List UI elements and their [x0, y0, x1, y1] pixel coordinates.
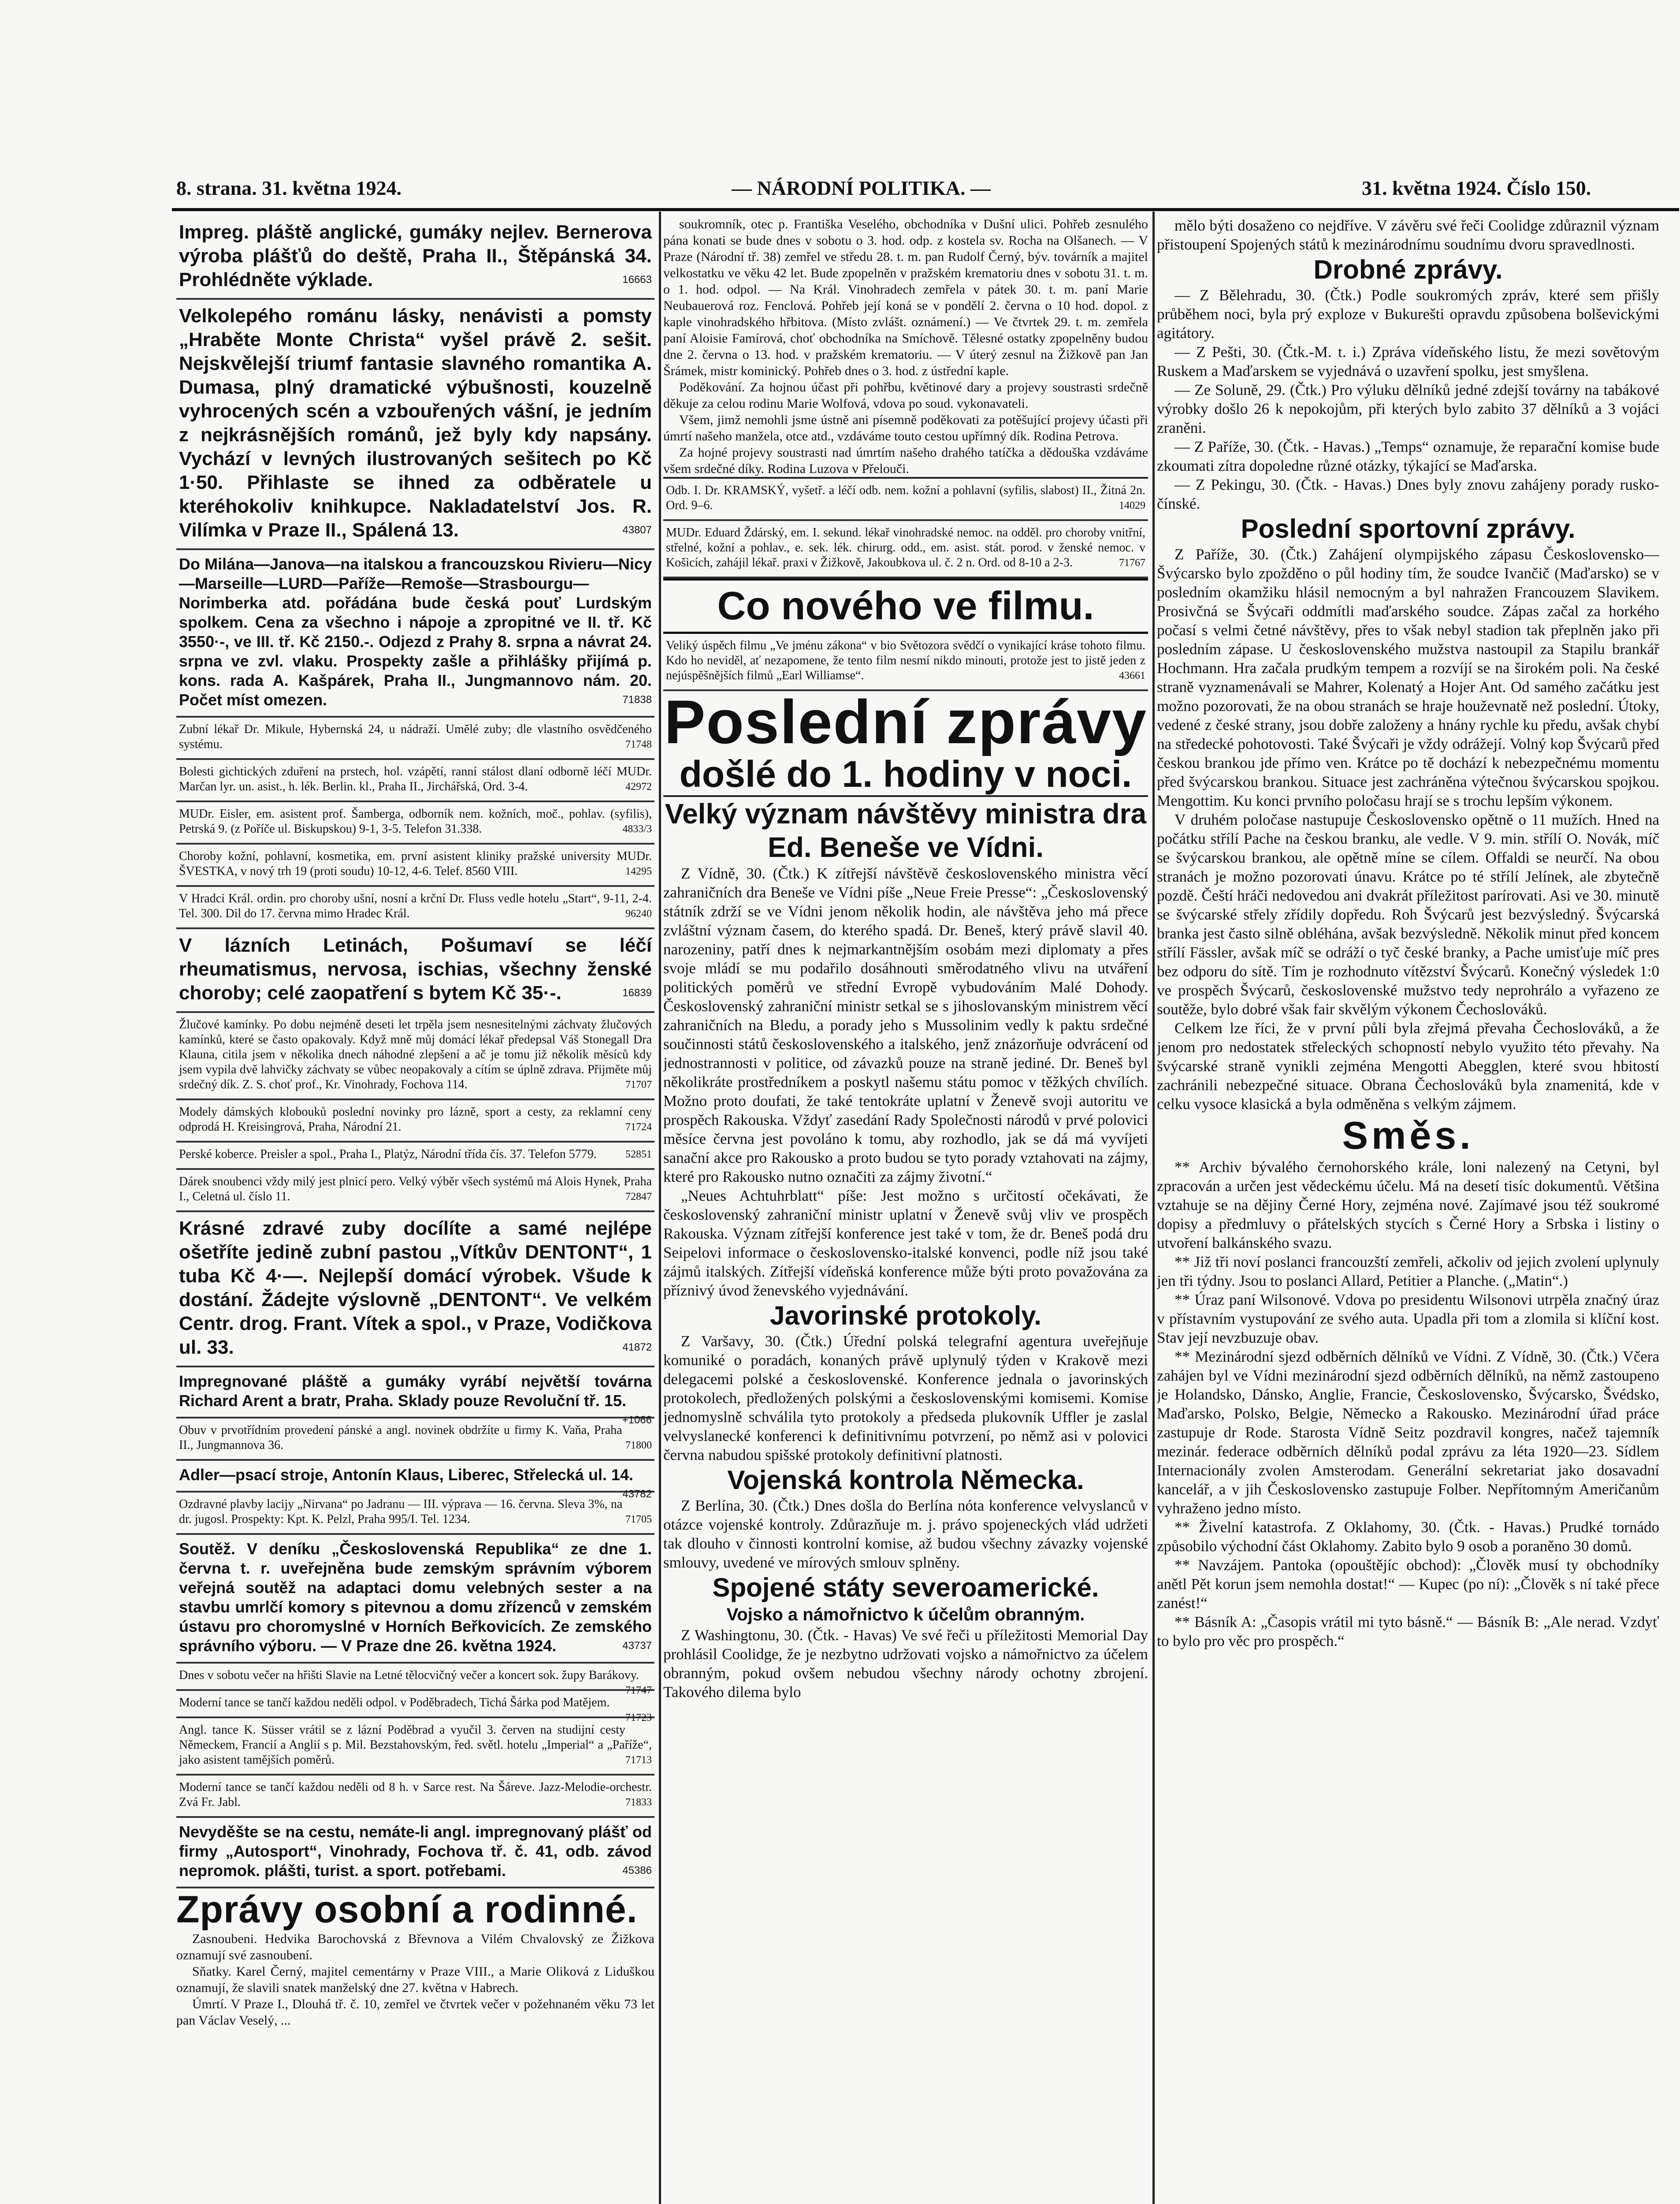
ad-tance-1: Moderní tance se tančí každou neděli odpol. v Poděbradech, Tichá Šárka pod Matějem. 71723	[176, 1691, 654, 1718]
ad-monte-christo: Velkolepého románu lásky, nenávisti a pomsty „Hraběte Monte Christa“ vyšel právě 2. sešit. Nejskvělejší triumf fantasie slavného romantika A. Dumasa, plný dramatické výbušnosti, kouzelně vyhrocených scén a vzbouřených vášní, je jedním z nejkrásnějších románů, jež byly kdy napsány. Vychází v levných ilustrovaných sešitech po Kč 1·50. Přihlaste se ihned za odběratele u kteréhokoliv knihkupce. Nakladatelství Jos. R. Vilímka v Praze II., Spálená 13. 43807	[176, 300, 654, 550]
ad-bolesti: Bolesti gichtických zduření na prstech, hol. vzápětí, ranní stálost dlaní odborně léčí MUDr. Marčan lyr. un. asist., h. lék. Berlin. kl., Praha II., Jirchářská, Ord. 3-4. 42972	[176, 760, 654, 802]
misc-column	[1157, 216, 1659, 2204]
film-heading: Co nového ve filmu.	[663, 578, 1148, 634]
ad-soutez: Soutěž. V deníku „Československá Republika“ ze dne 1. června t. r. uveřejněna bude zemským správním výborem veřejná soutěž na adaptaci domu velebných sester a na stavbu umrlčí komory s pitevnou a domu zřízenců v zemském ústavu pro choromyslné v Horních Beřkovicích. Ze zemského správního výboru. — V Praze dne 26. května 1924. 43737	[176, 1535, 654, 1664]
ad-adler: Adler—psací stroje, Antonín Klaus, Liberec, Střelecká ul. 14. 43782	[176, 1461, 654, 1493]
ad-klobouky: Modely dámských klobouků poslední novinky pro lázně, sport a cesty, za reklamní ceny odprodá H. Kreisingrová, Praha, Národní 21. 71724	[176, 1100, 654, 1143]
ad-impreg: Impreg. pláště anglické, gumáky nejlev. Bernerova výroba plášťů do deště, Praha II., Štěpánská 34. Prohlédněte výklade. 16663	[176, 216, 654, 300]
ad-choroby: Choroby kožní, pohlavní, kosmetika, em. první asistent kliniky pražské university MUDr. ŠVESTKA, v nový trh 19 (proti soudu) 10-12, 4-6. Telef. 8560 VIII. 14295	[176, 845, 654, 887]
smes-item: ** Již tři noví poslanci francouzští zemřeli, ačkoliv od jejich zvolení uplynuly jen tři týdny. Jsou to poslanci Allard, Petitier a Planche. („Matin“.)	[1157, 1253, 1659, 1289]
ads-column	[176, 216, 654, 2204]
ad-arent: Impregnované pláště a gumáky vyrábí největší továrna Richard Arent a bratr, Praha. Sklady pouze Revoluční tř. 15. +1066	[176, 1367, 654, 1418]
smes-item: ** Živelní katastrofa. Z Oklahomy, 30. (Čtk. - Havas.) Prudké tornádo způsobilo východní část Oklahomy. Zabito bylo 9 osob a poraněno 30 domů.	[1157, 1519, 1659, 1555]
article-headline: Velký význam návštěvy ministra dra Ed. Beneše ve Vídni.	[665, 798, 1147, 863]
article-paragraph: „Neues Achtuhrblatt“ píše: Jest možno s určitostí očekávati, že československý zahraniční ministr uplatní v Ženevě svůj vliv ve prospěch Rakouska. Význam zítřejší konference jest také v tom, že dr. Beneš podá dru Seipelovi informace o československo-italské konvenci, podle níž jsou také zájmů italských. Zítřejší vídeňská konference může býti proto považována za příznivý úvod ženevského vyjednávání.	[663, 1187, 1148, 1299]
dosle-subheading: došlé do 1. hodiny v noci.	[679, 753, 1132, 795]
zpravy-item: Úmrtí. V Praze I., Dlouhá tř. č. 10, zemřel ve čtvrtek večer v požehnaném věku 73 let pan Václav Veselý, ...	[176, 1997, 654, 2028]
zpravy-heading: Zprávy osobní a rodinné.	[176, 1888, 638, 1931]
ad-dentont: Krásné zdravé zuby docílíte a samé nejlépe ošetříte jedině zubní pastou „Vítkův DENTONT“, 1 tuba Kč 4·—. Nejlepší domácí výrobek. Všude k dostání. Žádejte výslovně „DENTONT“. Ve velkém Centr. drog. Frant. Vítek a spol., v Praze, Vodičkova ul. 33. 41872	[176, 1212, 654, 1367]
ad-zubni: Zubní lékař Dr. Mikule, Hybernská 24, u nádraží. Umělé zuby; dle vlastního osvědčeného systému. 71748	[176, 718, 654, 760]
header-right: 31. května 1924. Číslo 150.	[1362, 177, 1591, 199]
ad-susser: Angl. tance K. Süsser vrátil se z lázní Poděbrad a vyučil 3. červen na studijní cesty Německem, Francií a Anglií s p. Mil. Bezstahovským, řed. světl. hotelu „Imperial“ a „Paříže“, jako asistent tamějších poměrů. 71713	[176, 1718, 654, 1776]
thanks-text: Poděkování. Za hojnou účast při pohřbu, květinové dary a projevy soustrasti srdečně děkuje za celou rodinu Marie Wolfová, vdova po soud. vykonavateli.	[663, 380, 1148, 411]
obituary-text: soukromník, otec p. Františka Veselého, obchodníka v Dušní ulici. Pohřeb zesnulého pána konati se bude dnes v sobotu o 3. hod. odp. z kostela sv. Rocha na Olšanech. — V Praze (Národní tř. 38) zemřel ve středu 28. t. m. pan Rudolf Černý, býv. továrník a majitel velkostatku ve věku 42 let. Bude zpopelněn v pražském krematoriu dnes v sobotu 31. t. m. o 1. hod. odpol. — Na Král. Vinohradech zemřela v pátek 30. t. m. paní Marie Neubauerová roz. Fenclová. Pohřeb její koná se v pondělí 2. června o 10 hod. dopol. z kaple vinohradského hřbitova. (Místo zvlášt. oznámení.) — Ve čtvrtek 29. t. m. zemřela paní Aloisie Famírová, choť obchodníka na Smíchově. Tělesné ostatky zpopelněny budou dne 2. června o 13. hod. v pražském krematoriu. — V úterý zesnul na Žižkově pan Jan Šrámek, mistr kominický. Pohřeb dnes o 3. hod. z ústřední kaple.	[663, 217, 1148, 378]
smes-item: ** Básník A: „Časopis vrátil mi tyto básně.“ — Básník B: „Ale nerad. Vzdyť to bylo pro věc pro prospěch.“	[1157, 1613, 1659, 1649]
drobne-item: — Z Pekingu, 30. (Čtk. - Havas.) Dnes byly znovu zahájeny porady rusko-čínské.	[1157, 476, 1659, 512]
thanks-text: Všem, jimž nemohli jsme ústně ani písemně poděkovati za potěšující projevy účasti při úmrtí našeho manžela, otce atd., vzdáváme touto cestou upřímný dík. Rodina Petrova.	[663, 413, 1148, 443]
ad-autosport: Nevyděšte se na cestu, nemáte-li angl. impregnovaný plášť od firmy „Autosport“, Vinohrady, Fochova tř. č. 41, odb. závod nepromok. plášti, turist. a sport. potřebami. 45386	[176, 1818, 654, 1888]
drobne-item: — Z Paříže, 30. (Čtk. - Havas.) „Temps“ oznamuje, že reparační komise bude zkoumati zítra dopoledne různé otázky, týkající se Maďarska.	[1157, 438, 1659, 474]
thanks-text: Za hojné projevy soustrasti nad úmrtím našeho drahého tatíčka a dědouška vzdáváme všem srdečné díky. Rodina Luzova v Přelouči.	[663, 445, 1148, 476]
ad-pout: Do Milána—Janova—na italskou a francouzskou Rivieru—Nicy—Marseille—LURD—Paříže—Remoše—Strasbourgu—Norimberka atd. pořádána bude česká pouť Lurdským spolkem. Cena za všechno i nápoje a zpropitné ve II. tř. Kč 3550·-, ve III. tř. Kč 2150.-. Odjezd z Prahy 8. srpna a návrat 24. srpna ve zvl. vlaku. Prospekty zašle a přihlášky přijímá p. kons. rada A. Kašpárek, Praha II., Jungmannovo nám. 20. Počet míst omezen. 71838	[176, 550, 654, 718]
ad-nirvana: Ozdravné plavby lacijy „Nirvana“ po Jadranu — III. výprava — 16. června. Sleva 3%, na dr. jugosl. Prospekty: Kpt. K. Pelzl, Praha 995/I. Tel. 1234. 71705	[176, 1493, 654, 1535]
header-center: — NÁRODNÍ POLITIKA. —	[732, 177, 991, 199]
javorina-text: Z Varšavy, 30. (Čtk.) Úřední polská telegrafní agentura uveřejňuje komuniké o poradách, konaných právě uplynulý týden v Krakově mezi delegacemi polské a československé. Konference jednala o javorinských protokolech, předložených polskými a československými komisemi. Komise jednomyslně schválila tyto protokoly a předseda plukovník Uffler je zaslal velvyslanecké konferenci k definitivnímu potvrzení, po němž asi v polovici června nabudou spišské protokoly definitivní platnosti.	[663, 1333, 1148, 1463]
sport-paragraph: Z Paříže, 30. (Čtk.) Zahájení olympijského zápasu Československo—Švýcarsko bylo zpožděno o půl hodiny tím, že soudce Ivančič (Maďarsko) se v posledním okamžiku hlásil nemocným a byl nahražen Francouzem Slavikem. Prosivčná se Švýcaři oddmítli maďarského soudce. Zápas začal za horkého počasí s velmi četné návštěvy, přes to však nebyl stadion tak přeplněn jako při posledním zápase. U československého mužstva nastoupil za Stapilu brankář Hochmann. Hra začala prudkým tempem a rozvíjí se na širokém poli. Na české straně vyznamenávali se Mahrer, Kolenatý a Hojer Ant. Od samého začátku jest možno pozorovati, že na obou stranách se hraje houževnatě než poslední. Útoky, vedené z české strany, jsou dobře založeny a hnány rychle ku předu, avšak chybí na středecké pohotovosti. Také Švýcaři je vždy odrážejí. Volný kop Švýcarů před českou brankou jde přímo ven. Krátce po tě dochází k nebezpečnému momentu před švýcarskou brankou. Situace jest zachráněna výtečnou švýcarskou spojkou. Mengottim. Ku konci prvního poločasu hrají se s trochu lepším výkonem.	[1157, 546, 1659, 809]
smes-item: ** Mezinárodní sjezd odběrních dělníků ve Vídni. Z Vídně, 30. (Čtk.) Včera zahájen byl ve Vídni mezinárodní sjezd odběrních dělníků, na němž zastoupeno je Holandsko, Dánsko, Anglie, Francie, Československo, Švýcarsko, Švédsko, Maďarsko, Polsko, Belgie, Německo a Rakousko. Mezinárodní úřad práce zastupuje dr Rode. Starosta Vídně Seitz pozdravil kongres, načež tajemník mezinár. federace odběrních dělníků podal zprávu za léta 1920—23. Sídlem Internacionály zvolen Amsterodam. Generální sekretariat jako dosavadní kancelář, a v jih Československo zastupuje Folber. Nepřítomným Američanům vyhraženo jedno místo.	[1157, 1348, 1659, 1517]
sport-paragraph: V druhém poločase nastupuje Československo opětně o 11 mužích. Hned na počátku střílí Pache na českou branku, ale vedle. V 9. min. střílí O. Novák, míč se švýcarskou brankou, ale opětně míne se cílem. Offaldi se neurčí. Na obou stranách je možno pozorovati únavu. Krátce po té střílí Jelínek, ale zbytečně pozdě. Čeští hráči nedovedou ani dvakrát příležitost parírovati. Asi ve 30. minutě se švýcarské střely zřídily dopředu. Roh Švýcarů jest bezvýsledný. Švýcarská branka jest často silně obléhána, avšak bezvýsledně. Několik minut před koncem střílí Fässler, avšak míč se odráží o tyč české branky, a Pache umisťuje míč pres bez odporu do sítě. Tím je rozhodnuto vítězství Švýcarů. Konečný výsledek 1:0 ve prospěch Švýcarů, československé mužstvo tedy neprohrálo a vyřazeno ze soutěže, bylo dobré však fair skvělým výkonem Čechoslováků.	[1157, 811, 1659, 1018]
smes-item: ** Navzájem. Pantoka (opouštějíc obchod): „Člověk musí ty obchodníky anětl Pět korun jsem nemohla dostat!“ — Kupec (po ní): „Člověk s ní také přece zanést!“	[1157, 1556, 1659, 1612]
film-text: Veliký úspěch filmu „Ve jménu zákona“ v bio Světozora svědčí o vynikající kráse tohoto filmu. Kdo ho neviděl, ať nezapomene, že tento film nesmí nikdo minouti, protože jest to jistě jeden z nejúspěšnějších filmů „Earl Williamse“. 43661	[663, 634, 1148, 691]
ad-koberce: Perské koberce. Preisler a spol., Praha I., Platýz, Národní třída čís. 37. Telefon 5779. 52851	[176, 1143, 654, 1170]
sport-heading: Poslední sportovní zprávy.	[1241, 514, 1576, 544]
header-rule	[172, 208, 1679, 211]
kontrola-heading: Vojenská kontrola Německa.	[727, 1465, 1084, 1495]
ad-tance-2: Moderní tance se tančí každou neděli od 8 h. v Sarce rest. Na Šáreve. Jazz-Melodie-orchestr. Zvá Fr. Jabl. 71833	[176, 1776, 654, 1818]
column-rule-1	[659, 212, 661, 2204]
ad-hradec: V Hradci Král. ordin. pro choroby ušní, nosní a krční Dr. Fluss vedle hotelu „Start“, 9-11, 2-4. Tel. 300. Dil do 17. června mimo Hradec Král. 96240	[176, 887, 654, 929]
header-left: 8. strana. 31. května 1924.	[176, 177, 402, 199]
drobne-item: — Z Pešti, 30. (Čtk.-M. t. i.) Zpráva vídeňského listu, že mezi sovětovým Ruskem a Maďarskem se vyjednává o uzavření spolku, jest smyšlena.	[1157, 343, 1659, 380]
drobne-item: — Z Bělehradu, 30. (Čtk.) Podle soukromých zpráv, které sem přišly průběhem noci, byla prý exploze v Bukurešti opravdu způsobena bolševickými agitátory.	[1157, 287, 1659, 342]
ad-zlucove: Žlučové kamínky. Po dobu nejméně deseti let trpěla jsem nesnesitelnými záchvaty žlučových kamínků, které se často opakovaly. Když mně můj domácí lékař předepsal Váš Stonegall Dra Klauna, citila jsem v několika dnech náhodné zlepšení a ač je tomu již několik měsíců kdy jsem vypila dvě lahvičky záchvaty se vůbec neopakovaly a cítím se úplně zdrava. Přijměte můj srdečný dík. Z. S. choť prof., Kr. Vinohrady, Fochova 114. 71707	[176, 1013, 654, 1100]
column-rule-2	[1152, 212, 1155, 2204]
staty-heading: Spojené státy severoamerické.	[712, 1573, 1099, 1602]
ad-zdarsky: MUDr. Eduard Ždárský, em. I. sekund. lékař vinohradské nemoc. na odděl. pro choroby vnitřní, střelné, kožní a pohlav., e. sek. lék. chirurg. odd., em. asist. stát. porod. v ženské nemoc. v Košicích, zahájil lékař. praxi v Žižkově, Jakoubkova ul. č. 2 n. Ord. od 8-10 a 2-3. 71767	[663, 521, 1148, 578]
ad-letiny: V lázních Letinách, Pošumaví se léčí rheumatismus, nervosa, ischias, všechny ženské choroby; celé zaopatření s bytem Kč 35·-. 16839	[176, 929, 654, 1013]
smes-heading: Směs.	[1342, 1113, 1474, 1157]
javorina-heading: Javorinské protokoly.	[770, 1301, 1041, 1330]
zpravy-item: Sňatky. Karel Černý, majitel cementárny v Praze VIII., a Marie Oliková z Liduškou oznamují, že slavili snatek manželský dne 27. května v Habrech.	[176, 1964, 654, 1995]
ad-kramsky: Odb. I. Dr. KRAMSKÝ, vyšetř. a léčí odb. nem. kožní a pohlavní (syfilis, slabost) II., Žitná 2n. Ord. 9–6. 14029	[663, 479, 1148, 521]
ad-eisler: MUDr. Eisler, em. asistent prof. Šamberga, odborník nem. kožních, moč., pohlav. (syfilis), Petrská 9. (z Poříče ul. Biskupskou) 9-1, 3-5. Telefon 31.338. 4833/3	[176, 802, 654, 845]
drobne-item: — Ze Soluně, 29. (Čtk.) Pro výluku dělníků jedné zdejší továrny na tabákové výrobky došlo 26 k nepokojům, při kterých bylo zabito 37 dělníků a 3 vojáci zraněni.	[1157, 381, 1659, 436]
staty-subheading: Vojsko a námořnictvo k účelům obranným.	[726, 1605, 1085, 1624]
smes-item: ** Archiv bývalého černohorského krále, loni nalezený na Cetyni, byl zpracován a určen jest vědeckému účelu. Má na desetí tisíc dokumentů. Většina vztahuje se na dějiny Černé Hory, zejména nové. Zajímavé jsou též soukromé dopisy a předmluvy o přátelských stycích s Černé Hory a Srbska i listiny o utvoření balkánského svazu.	[1157, 1158, 1659, 1251]
kontrola-text: Z Berlína, 30. (Čtk.) Dnes došla do Berlína nóta konference velvyslanců v otázce vojenské kontroly. Zdůrazňuje m. j. právo spojeneckých vlád udržeti tak dlouho v činnosti kontrolní komise, až budou všechny závazky vojenské smlouvy, uvedené ve mírových smlouv splněny.	[663, 1497, 1148, 1571]
ad-slavie: Dnes v sobotu večer na hřišti Slavie na Letné tělocvičný večer a koncert sok. župy Barákovy. 71747	[176, 1664, 654, 1691]
drobne-heading: Drobné zprávy.	[1313, 255, 1503, 284]
sport-paragraph: Celkem lze říci, že v první půli byla zřejmá převaha Čechoslováků, a že jenom pro nedostatek střeleckých schopností nebylo využito této převahy. Na švýcarské straně vynikli zejména Mengotti Abegglen, které svou hbitostí zachránili nebezpečné situace. Obrana Čechoslováků byla znamenitá, kde v celku vysoce klasická a byla odměněna s velkým zájmem.	[1157, 1020, 1659, 1113]
smes-item: ** Úraz paní Wilsonové. Vdova po presidentu Wilsonovi utrpěla značný úraz v přístavním vystupování ze svého auta. Upadla při tom a zlomila si klíční kost. Stav její nevzbuzuje obav.	[1157, 1291, 1659, 1346]
coolidge-text: mělo býti dosaženo co nejdříve. V závěru své řeči Coolidge zdůraznil význam přistoupení Spojených států k mezinárodnímu soudnímu dvoru spravedlnosti.	[1157, 217, 1659, 253]
staty-text: Z Washingtonu, 30. (Čtk. - Havas) Ve své řeči u příležitosti Memorial Day prohlásil Coolidge, že je nezbytno udržovati vojsko a námořnictvo za účelem obranným, pokud ovšem nebudou všechny národy ochotny zbrojení. Takového dilema bylo	[663, 1627, 1148, 1701]
ad-obuv: Obuv v prvotřídním provedení pánské a angl. novinek obdržíte u firmy K. Vaňa, Praha II., Jungmannova 36. 71800	[176, 1418, 654, 1461]
news-column	[663, 216, 1148, 2204]
ad-pero: Dárek snoubenci vždy milý jest plnicí pero. Velký výběr všech systémů má Alois Hynek, Praha I., Celetná ul. číslo 11. 72847	[176, 1170, 654, 1212]
posledni-zpravy-heading: Poslední zprávy	[664, 687, 1147, 756]
article-paragraph: Z Vídně, 30. (Čtk.) K zítřejší návštěvě československého ministra věcí zahraničních dra Beneše ve Vídni píše „Neue Freie Presse“: „Československý státník zdrží se ve Vídni jenom několik hodin, ale návštěva jeho má přece zvláštní význam časem, do kterého spadá. Dr. Beneš, který právě slavil 40. narozeniny, patří dnes k nejmarkantnějším osobám mezi diplomaty a přes svoje mládí se mu podařilo dosáhnouti směrodatného vlivu na utváření politických poměrů ve střední Evropě vybudováním Malé Dohody. Československý zahraniční ministr setkal se s jihoslovanským ministrem věcí zahraničních na Bledu, a porady jeho s Mussolinim vedly k paktu srdečné součinnosti států československého a italského, jenž znázorňuje odvrácení od jednostrannosti v politice, od závazků pouze na straně jediné. Dr. Beneš byl několikráte prostředníkem a poskytl našemu státu pomoc v těžkých chvílích. Možno proto doufati, že také tentokráte uplatní v Ženevě svoji autoritu ve prospěch Rakouska. Vždyť zasedání Rady Společnosti národů v prvé polovici měsíce června jest povoláno k tomu, aby rozhodlo, jak se dá má vyvíjeti sanační akce pro Rakousko a proto budou se tyto porady vztahovati na zájmy, které pro Rakousko nutno označiti za zájmy životní.“	[663, 865, 1148, 1185]
zpravy-item: Zasnoubeni. Hedvika Barochovská z Břevnova a Vilém Chvalovský ze Žižkova oznamují své zasnoubení.	[176, 1932, 654, 1962]
